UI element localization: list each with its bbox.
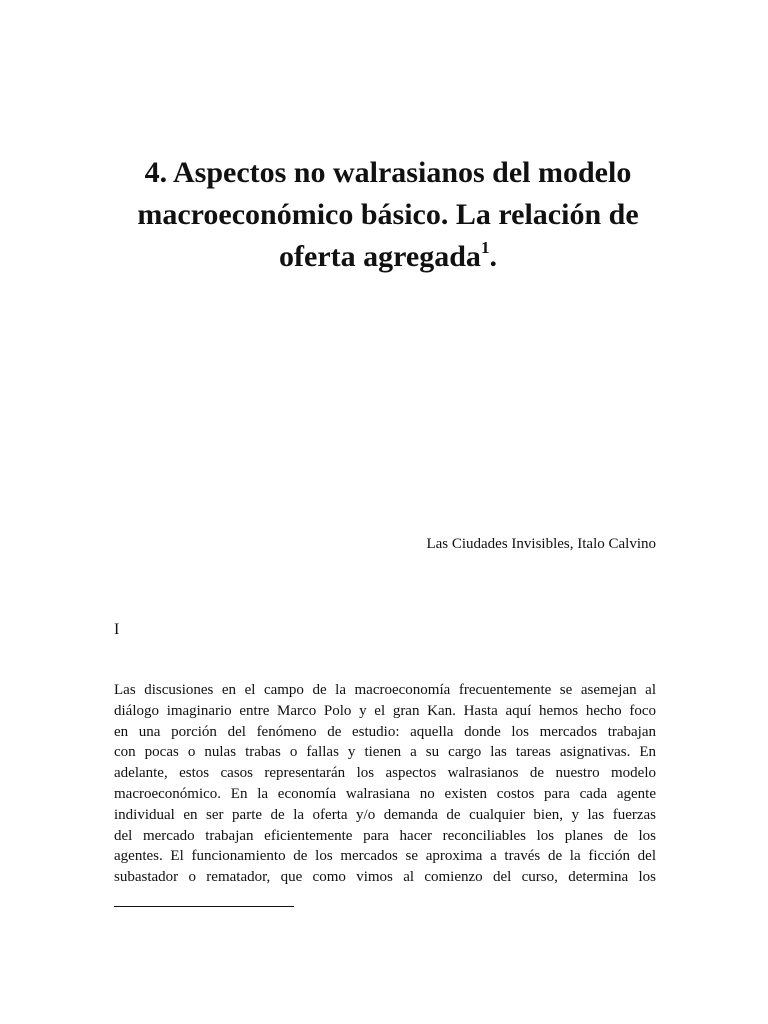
chapter-title-end: . bbox=[489, 240, 497, 273]
body-line: individual en ser parte de la oferta y/o demanda de cualquier bien, y las fuerzas bbox=[114, 806, 656, 823]
body-line: macroeconómico. En la economía walrasiana no existen costos para cada agente bbox=[114, 785, 656, 802]
section-number: I bbox=[114, 621, 120, 638]
chapter-title-line-1: 4. Aspectos no walrasianos del modelo bbox=[144, 156, 632, 189]
chapter-title-line-3: oferta agregada bbox=[279, 240, 481, 273]
body-line: del mercado trabajan eficientemente para hacer reconciliables los planes de los bbox=[114, 827, 656, 844]
chapter-title bbox=[120, 152, 656, 278]
epigraph-attribution: Las Ciudades Invisibles, Italo Calvino bbox=[426, 536, 656, 552]
body-line: en una porción del fenómeno de estudio: aquella donde los mercados trabajan bbox=[114, 723, 656, 740]
body-line: diálogo imaginario entre Marco Polo y el gran Kan. Hasta aquí hemos hecho foco bbox=[114, 702, 656, 719]
body-line: Las discusiones en el campo de la macroeconomía frecuentemente se asemejan al bbox=[114, 682, 656, 698]
body-paragraph bbox=[114, 680, 656, 888]
body-line: con pocas o nulas trabas o fallas y tienen a su cargo las tareas asignativas. En bbox=[114, 744, 656, 761]
body-line: subastador o rematador, que como vimos al comienzo del curso, determina los bbox=[114, 869, 656, 886]
footnote-separator bbox=[114, 906, 294, 907]
body-line: adelante, estos casos representarán los aspectos walrasianos de nuestro modelo bbox=[114, 765, 656, 782]
body-line: agentes. El funcionamiento de los mercados se aproxima a través de la ficción del bbox=[114, 848, 656, 865]
chapter-title-line-2: macroeconómico básico. La relación de bbox=[137, 198, 639, 231]
footnote-reference[interactable]: 1 bbox=[480, 238, 490, 257]
